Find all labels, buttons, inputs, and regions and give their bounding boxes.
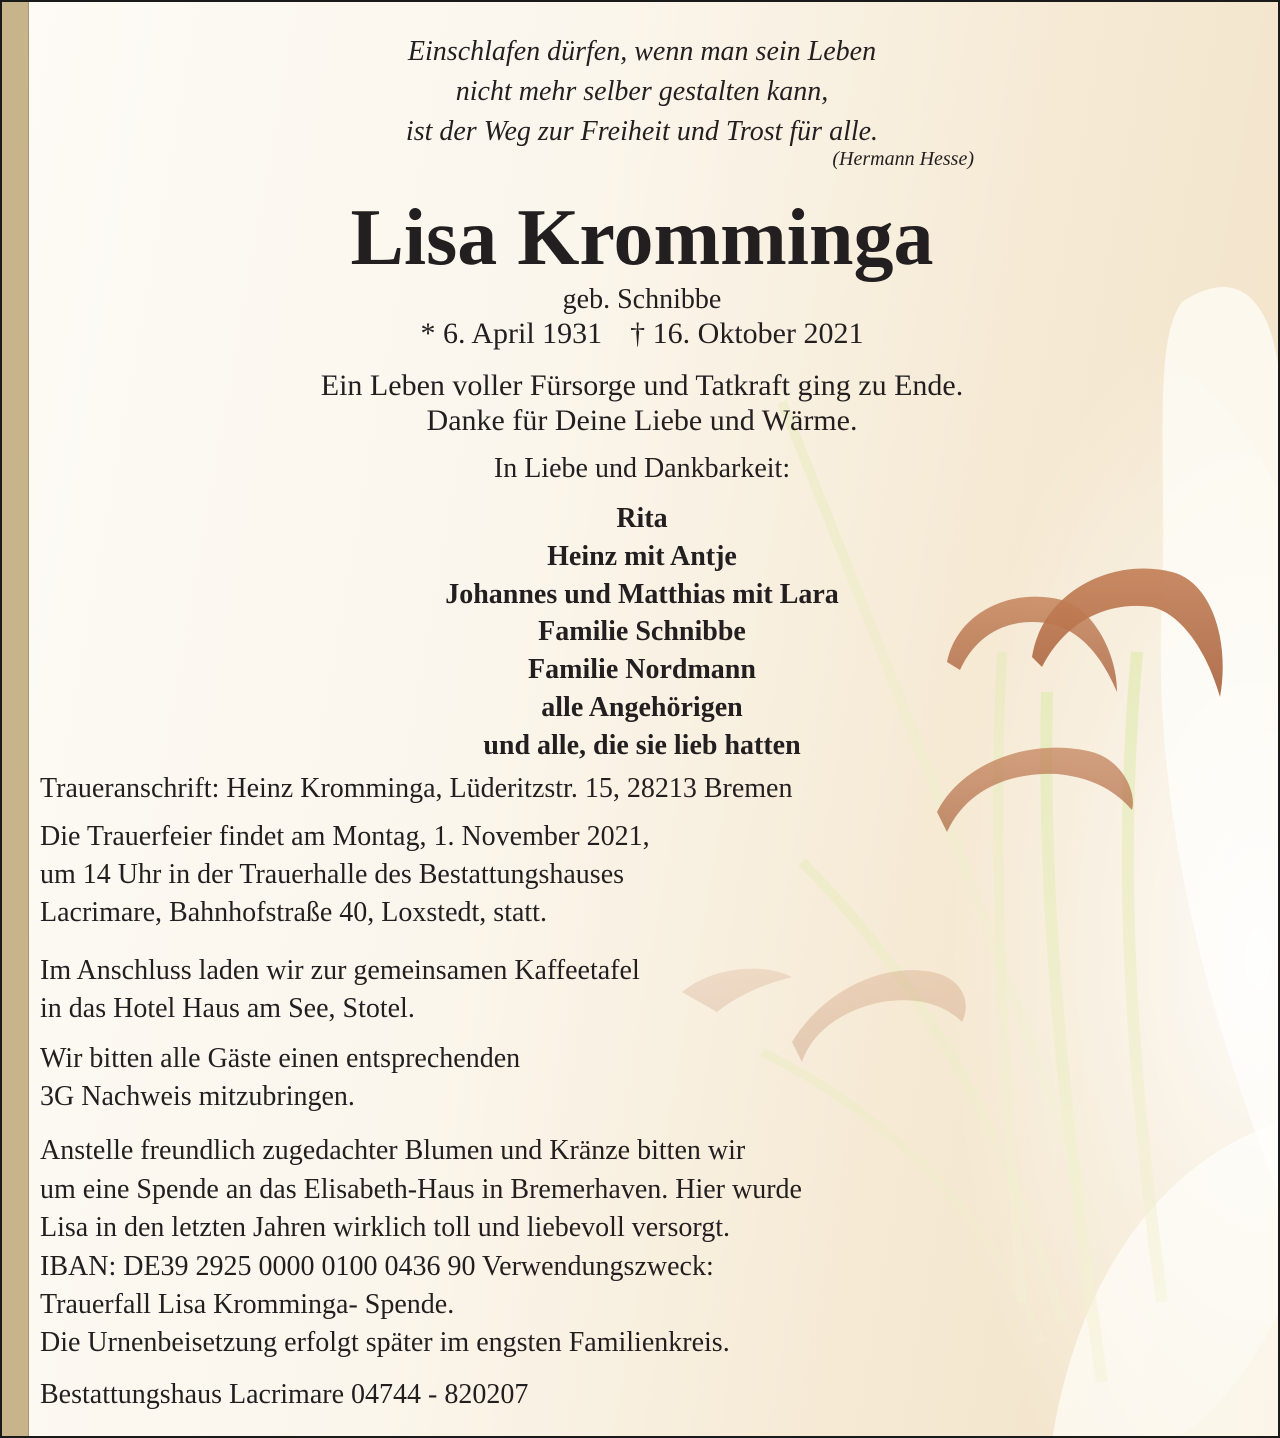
mourners-list <box>2 500 1280 765</box>
ceremony-line: um 14 Uhr in der Trauerhalle des Bestattungshauses <box>40 859 625 890</box>
donation-line: Lisa in den letzten Jahren wirklich toll und liebevoll versorgt. <box>40 1212 730 1244</box>
motto-line: Einschlafen dürfen, wenn man sein Leben <box>407 36 877 67</box>
donation-line: Anstelle freundlich zugedachter Blumen und Kränze bitten wir <box>40 1135 746 1166</box>
coffee-line: Im Anschluss laden wir zur gemeinsamen Kaffeetafel <box>40 955 640 986</box>
life-dates <box>2 316 1280 352</box>
donation-line: um eine Spende an das Elisabeth-Haus in Bremerhaven. Hier wurde <box>40 1173 802 1205</box>
maiden-name: geb. Schnibbe <box>562 284 722 315</box>
ceremony-line: Lacrimare, Bahnhofstraße 40, Loxstedt, statt. <box>40 897 547 928</box>
death-date: † 16. Oktober 2021 <box>630 317 864 350</box>
mourning-address: Traueranschrift: Heinz Kromminga, Lüderitzstr. 15, 28213 Bremen <box>40 773 793 804</box>
covid-line: Wir bitten alle Gäste einen entsprechenden <box>40 1043 521 1074</box>
motto-quote <box>2 32 1280 152</box>
mourner: Familie Nordmann <box>528 654 756 686</box>
ceremony-line: Die Trauerfeier findet am Montag, 1. November 2021, <box>40 821 650 852</box>
deceased-name: Lisa Kromminga <box>350 194 934 282</box>
tribute-text <box>2 368 1280 438</box>
motto-author: (Hermann Hesse) <box>832 148 974 170</box>
donation-line: Trauerfall Lisa Kromminga- Spende. <box>40 1289 455 1321</box>
covid-line: 3G Nachweis mitzubringen. <box>40 1081 355 1112</box>
coffee-line: in das Hotel Haus am See, Stotel. <box>40 993 415 1024</box>
funeral-home-contact: Bestattungshaus Lacrimare 04744 - 820207 <box>40 1379 529 1410</box>
ceremony-info <box>40 818 650 932</box>
gratitude-heading: In Liebe und Dankbarkeit: <box>493 453 791 484</box>
mourner: Familie Schnibbe <box>538 616 746 648</box>
birth-date: * 6. April 1931 <box>420 317 603 350</box>
covid-notice <box>40 1040 520 1116</box>
urn-burial-notice: Die Urnenbeisetzung erfolgt später im engsten Familienkreis. <box>40 1327 730 1358</box>
mourner: Rita <box>616 503 668 534</box>
donation-line: IBAN: DE39 2925 0000 0100 0436 90 Verwendungszweck: <box>40 1250 714 1282</box>
tribute-line: Danke für Deine Liebe und Wärme. <box>426 404 858 437</box>
motto-line: nicht mehr selber gestalten kann, <box>455 76 829 107</box>
mourner: Johannes und Matthias mit Lara <box>445 578 839 610</box>
coffee-invitation <box>40 952 640 1028</box>
motto-line: ist der Weg zur Freiheit und Trost für alle. <box>405 116 879 147</box>
mourner: Heinz mit Antje <box>547 540 737 572</box>
donation-request <box>40 1132 802 1325</box>
mourner: und alle, die sie lieb hatten <box>483 729 801 761</box>
mourner: alle Angehörigen <box>541 691 743 723</box>
tribute-line: Ein Leben voller Fürsorge und Tatkraft ging zu Ende. <box>320 369 964 402</box>
